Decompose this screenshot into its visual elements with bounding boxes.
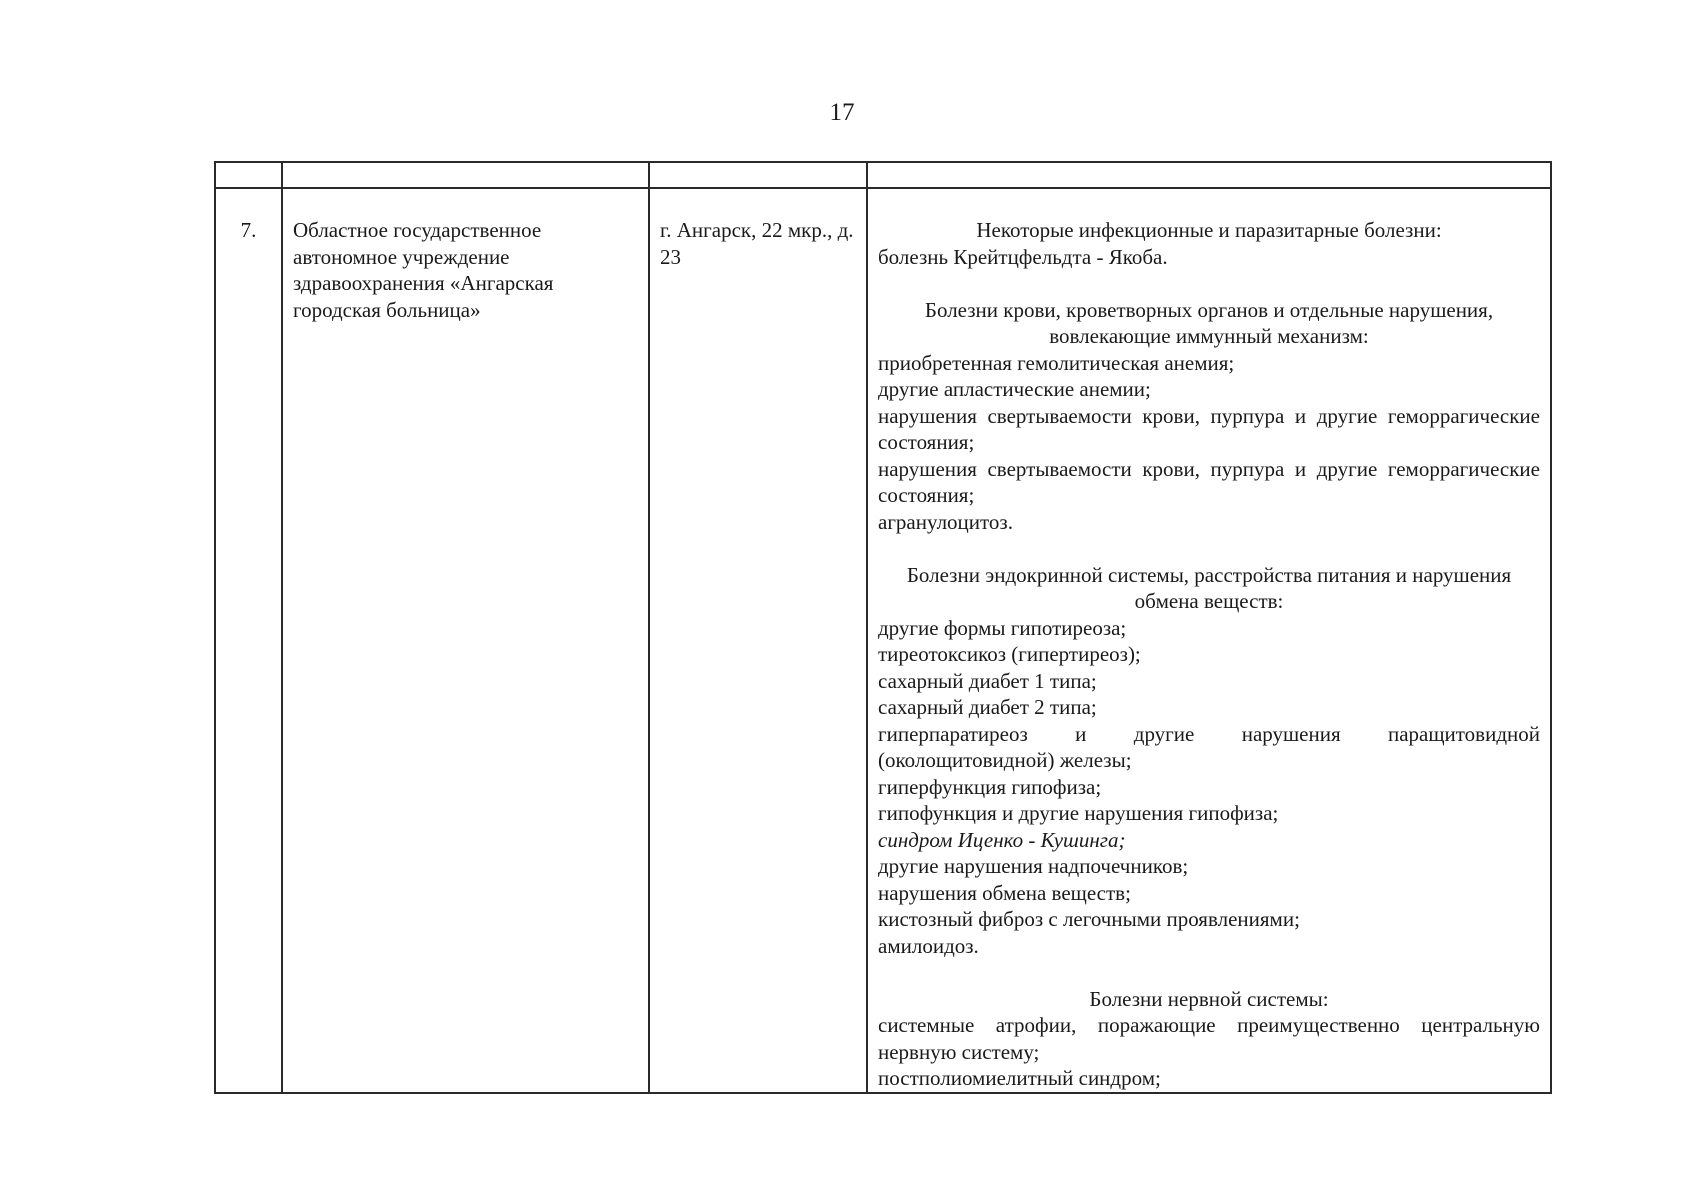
section-heading: Болезни эндокринной системы, расстройства питания и нарушения обмена веществ: [906,562,1512,613]
row-number: 7. [215,188,282,1093]
list-item: нарушения свертываемости крови, пурпура и другие геморрагические состояния; [878,403,1540,454]
list-item: другие формы гипотиреоза; [878,615,1127,640]
disease-section [878,562,1540,960]
list-item: сахарный диабет 2 типа; [878,695,1097,719]
list-item: кистозный фиброз с легочными проявлениями; [878,907,1300,931]
list-item: болезнь Крейтцфельдта - Якоба. [878,244,1168,269]
table-header-row [215,162,1551,188]
list-item: приобретенная гемолитическая анемия; [878,350,1235,375]
section-heading: Некоторые инфекционные и паразитарные болезни: [976,218,1442,242]
section-heading: Болезни нервной системы: [1089,986,1329,1011]
services-table [214,161,1552,1094]
list-item: агранулоцитоз. [878,509,1013,534]
list-item: системные атрофии, поражающие преимущественно центральную нервную систему; [878,1013,1540,1064]
table-row [215,188,1551,1093]
header-cell-diseases [867,162,1551,188]
list-item: гиперфункция гипофиза; [878,774,1102,799]
disease-section [878,986,1540,1092]
diseases-cell [867,188,1551,1093]
organization-name: Областное государственное автономное учреждение здравоохранения «Ангарская городская больница» [282,188,649,1093]
list-item: нарушения обмена веществ; [878,880,1131,905]
list-item: сахарный диабет 1 типа; [878,668,1097,693]
list-item: тиреотоксикоз (гипертиреоз); [878,642,1141,666]
organization-address: г. Ангарск, 22 мкр., д. 23 [649,188,867,1093]
header-cell-organization [282,162,649,188]
list-item: нарушения свертываемости крови, пурпура и другие геморрагические состояния; [878,456,1540,507]
section-heading: Болезни крови, кроветворных органов и отдельные нарушения, вовлекающие иммунный механизм: [924,297,1494,348]
list-item: гипофункция и другие нарушения гипофиза; [878,801,1279,825]
disease-section [878,297,1540,536]
list-item: синдром Иценко - Кушинга; [878,827,1126,852]
list-item: другие нарушения надпочечников; [878,854,1189,878]
list-item: амилоидоз. [878,933,979,958]
page-number: 17 [829,99,855,126]
list-item: постполиомиелитный синдром; [878,1066,1161,1090]
header-cell-number [215,162,282,188]
list-item: другие апластические анемии; [878,377,1151,401]
header-cell-address [649,162,867,188]
disease-section [878,217,1540,270]
list-item: гиперпаратиреоз и другие нарушения паращитовидной (околощитовидной) железы; [878,721,1540,772]
